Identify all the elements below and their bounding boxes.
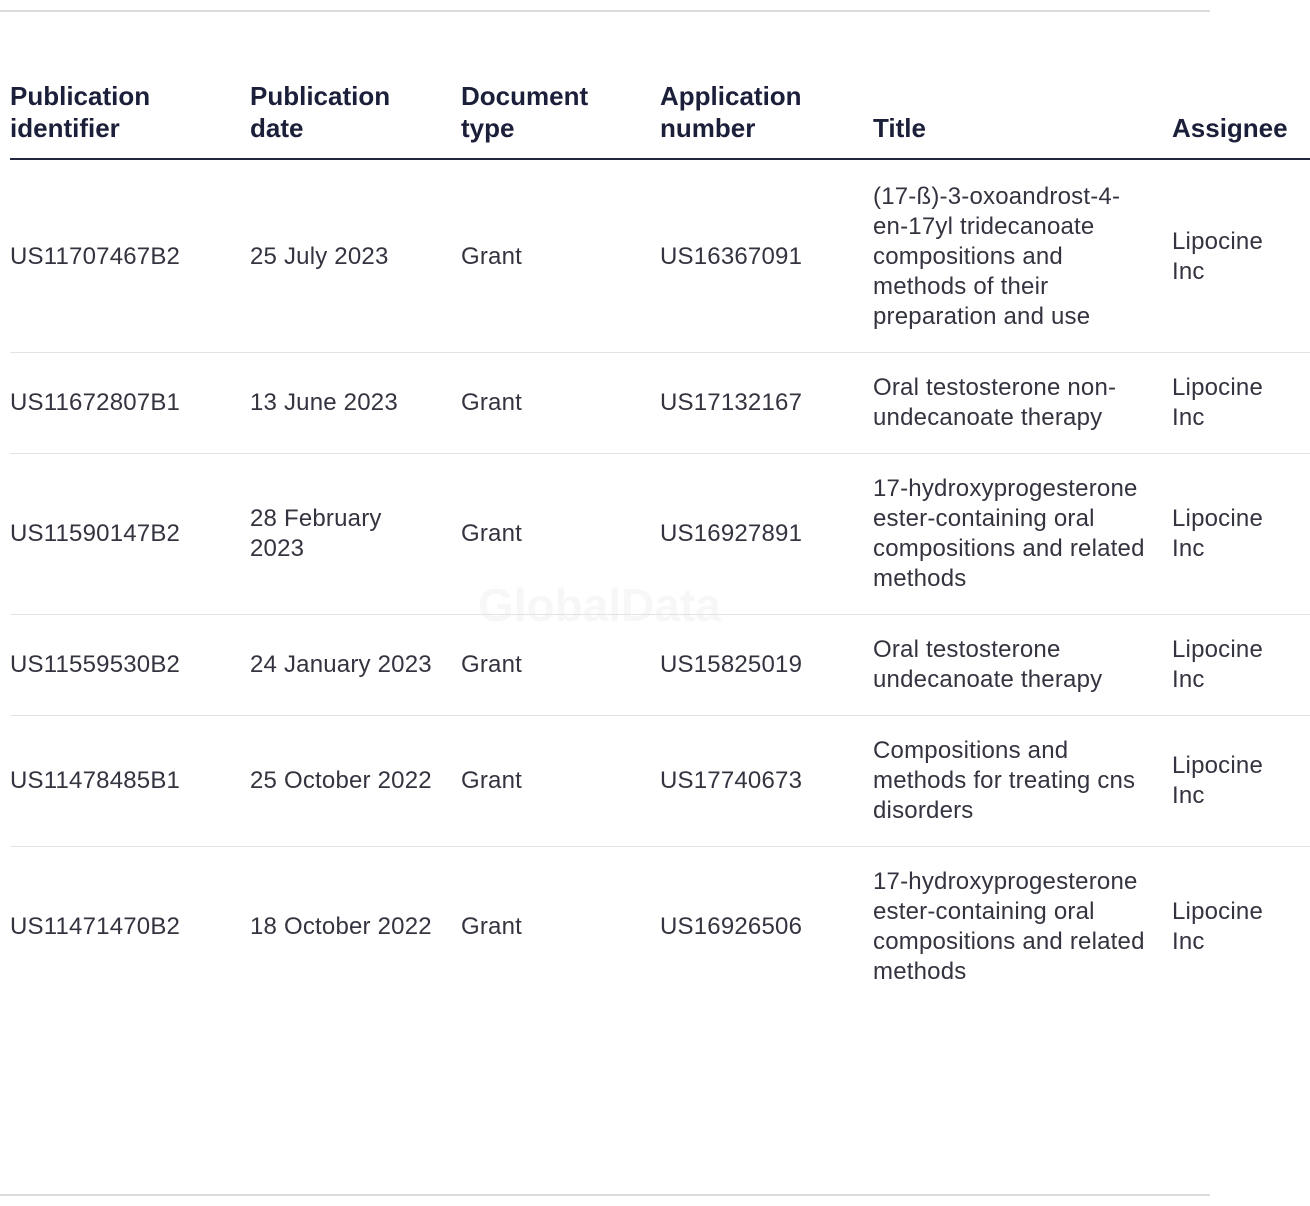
cell-publication-date: 13 June 2023 bbox=[250, 353, 461, 454]
cell-publication-identifier: US11672807B1 bbox=[10, 353, 250, 454]
cell-publication-date: 25 July 2023 bbox=[250, 159, 461, 353]
cell-assignee: Lipocine Inc bbox=[1172, 615, 1310, 716]
cell-assignee: Lipocine Inc bbox=[1172, 353, 1310, 454]
cell-publication-date: 18 October 2022 bbox=[250, 913, 432, 940]
cell-title: Oral testosterone non-undecanoate therapy bbox=[873, 353, 1172, 454]
cell-application-number: US17740673 bbox=[660, 716, 873, 847]
cell-publication-date: 25 October 2022 bbox=[250, 716, 461, 847]
cell-title: 17-hydroxyprogesterone ester-containing oral compositions and related methods bbox=[873, 868, 1145, 985]
cell-title: 17-hydroxyprogesterone ester-containing oral compositions and related methods bbox=[873, 454, 1172, 615]
header-publication-identifier: Publication identifier bbox=[10, 70, 250, 159]
cell-application-number: US16927891 bbox=[660, 454, 873, 615]
table-row bbox=[10, 716, 1310, 847]
cell-publication-date: 28 February 2023 bbox=[250, 454, 461, 615]
cell-title: Oral testosterone undecanoate therapy bbox=[873, 615, 1172, 716]
patents-table bbox=[10, 70, 1310, 1029]
table-row bbox=[10, 353, 1310, 454]
header-assignee: Assignee bbox=[1172, 70, 1310, 159]
cell-document-type: Grant bbox=[461, 615, 660, 716]
cell-publication-identifier: US11590147B2 bbox=[10, 454, 250, 615]
cell-publication-identifier: US11559530B2 bbox=[10, 615, 250, 716]
table-row bbox=[10, 847, 1310, 1030]
cell-document-type: Grant bbox=[461, 159, 660, 353]
table-row bbox=[10, 159, 1310, 353]
cell-title: Compositions and methods for treating cns disorders bbox=[873, 716, 1172, 847]
cell-application-number: US16367091 bbox=[660, 159, 873, 353]
cell-document-type: Grant bbox=[461, 716, 660, 847]
cell-assignee: Lipocine Inc bbox=[1172, 716, 1310, 847]
cell-publication-date: 24 January 2023 bbox=[250, 615, 461, 716]
cell-application-number: US17132167 bbox=[660, 353, 873, 454]
table-header-row bbox=[10, 70, 1310, 159]
watermark: GlobalData bbox=[478, 579, 721, 631]
bottom-divider bbox=[0, 1194, 1210, 1196]
header-document-type: Document type bbox=[461, 70, 660, 159]
table-row bbox=[10, 454, 1310, 615]
cell-assignee: Lipocine Inc bbox=[1172, 159, 1310, 353]
header-application-number: Application number bbox=[660, 70, 873, 159]
cell-assignee: Lipocine Inc bbox=[1172, 454, 1310, 615]
cell-document-type: Grant bbox=[461, 454, 660, 615]
cell-publication-identifier: US11707467B2 bbox=[10, 159, 250, 353]
cell-title: (17-ß)-3-oxoandrost-4-en-17yl tridecanoate compositions and methods of their preparation and use bbox=[873, 159, 1172, 353]
header-title: Title bbox=[873, 70, 1172, 159]
cell-application-number: US15825019 bbox=[660, 615, 873, 716]
cell-publication-identifier: US11471470B2 bbox=[10, 913, 181, 940]
top-divider bbox=[0, 10, 1210, 12]
patents-table-container bbox=[10, 70, 1288, 1029]
cell-document-type: Grant bbox=[461, 353, 660, 454]
cell-application-number: US16926506 bbox=[660, 913, 803, 940]
cell-assignee: Lipocine Inc bbox=[1172, 898, 1264, 955]
header-publication-date: Publication date bbox=[250, 70, 461, 159]
cell-document-type: Grant bbox=[461, 913, 523, 940]
table-row bbox=[10, 615, 1310, 716]
cell-publication-identifier: US11478485B1 bbox=[10, 716, 250, 847]
